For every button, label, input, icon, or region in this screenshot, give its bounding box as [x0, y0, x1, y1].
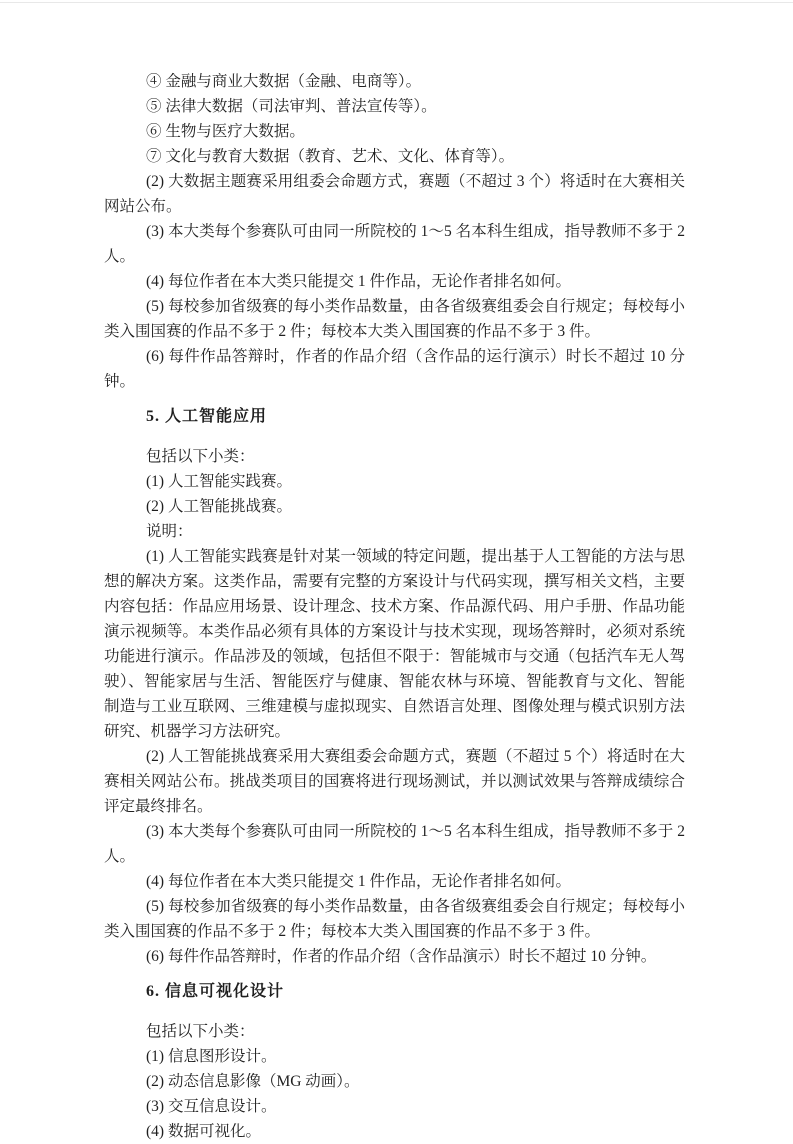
section-big-data-rules	[104, 69, 685, 394]
rule-item-2: (2) 大数据主题赛采用组委会命题方式，赛题（不超过 3 个）将适时在大赛相关网站公布。	[104, 173, 685, 215]
page-top-border	[0, 2, 793, 3]
list-item-circle-6: ⑥ 生物与医疗大数据。	[146, 123, 305, 140]
note-item-4: (4) 每位作者在本大类只能提交 1 件作品，无论作者排名如何。	[146, 873, 571, 890]
list-item-circle-7: ⑦ 文化与教育大数据（教育、艺术、文化、体育等）。	[146, 148, 515, 165]
list-item-circle-4: ④ 金融与商业大数据（金融、电商等）。	[146, 73, 422, 90]
rule-item-6: (6) 每件作品答辩时，作者的作品介绍（含作品的运行演示）时长不超过 10 分钟。	[104, 348, 685, 390]
section-heading-info-visualization: 6. 信息可视化设计	[146, 983, 285, 1000]
note-item-3: (3) 本大类每个参赛队可由同一所院校的 1～5 名本科生组成，指导教师不多于 2 人。	[104, 823, 685, 865]
section-info-visualization	[104, 979, 685, 1144]
rule-item-3: (3) 本大类每个参赛队可由同一所院校的 1～5 名本科生组成，指导教师不多于 2 人。	[104, 223, 685, 265]
subcategory-item-1: (1) 信息图形设计。	[146, 1048, 277, 1065]
subcategory-item-2: (2) 动态信息影像（MG 动画）。	[146, 1073, 360, 1090]
section-ai-application	[104, 404, 685, 969]
subcategory-item-1: (1) 人工智能实践赛。	[146, 473, 292, 490]
subcategory-item-4: (4) 数据可视化。	[146, 1123, 261, 1140]
list-item-circle-5: ⑤ 法律大数据（司法审判、普法宣传等）。	[146, 98, 437, 115]
rule-item-4: (4) 每位作者在本大类只能提交 1 件作品，无论作者排名如何。	[146, 273, 571, 290]
subcategory-item-3: (3) 交互信息设计。	[146, 1098, 277, 1115]
section-heading-ai-application: 5. 人工智能应用	[146, 408, 268, 425]
notes-label: 说明：	[146, 523, 193, 540]
subcategory-item-2: (2) 人工智能挑战赛。	[146, 498, 292, 515]
subcategory-intro: 包括以下小类：	[146, 1023, 255, 1040]
rule-item-5: (5) 每校参加省级赛的每小类作品数量，由各省级赛组委会自行规定；每校每小类入围国赛的作品不多于 2 件；每校本大类入围国赛的作品不多于 3 件。	[104, 298, 685, 340]
note-item-6: (6) 每件作品答辩时，作者的作品介绍（含作品演示）时长不超过 10 分钟。	[146, 948, 657, 965]
note-item-5: (5) 每校参加省级赛的每小类作品数量，由各省级赛组委会自行规定；每校每小类入围国赛的作品不多于 2 件；每校本大类入围国赛的作品不多于 3 件。	[104, 898, 685, 940]
subcategory-intro: 包括以下小类：	[146, 448, 255, 465]
document-content	[104, 69, 685, 1144]
note-item-1: (1) 人工智能实践赛是针对某一领域的特定问题，提出基于人工智能的方法与思想的解决方案。这类作品，需要有完整的方案设计与代码实现，撰写相关文档，主要内容包括：作品应用场景、设计理念、技术方案、作品源代码、用户手册、作品功能演示视频等。本类作品必须有具体的方案设计与技术实现，现场答辩时，必须对系统功能进行演示。作品涉及的领域，包括但不限于：智能城市与交通（包括汽车无人驾驶）、智能家居与生活、智能医疗与健康、智能农林与环境、智能教育与文化、智能制造与工业互联网、三维建模与虚拟现实、自然语言处理、图像处理与模式识别方法研究、机器学习方法研究。	[104, 548, 685, 740]
note-item-2: (2) 人工智能挑战赛采用大赛组委会命题方式，赛题（不超过 5 个）将适时在大赛相关网站公布。挑战类项目的国赛将进行现场测试，并以测试效果与答辩成绩综合评定最终排名。	[104, 748, 685, 815]
